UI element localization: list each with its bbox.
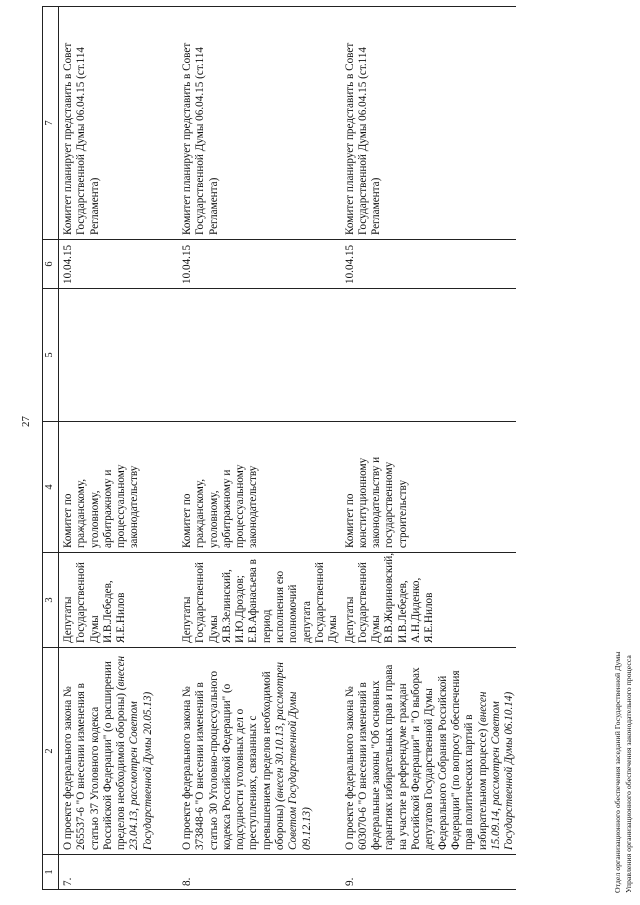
bills-table	[42, 6, 516, 890]
row-number: 8.	[178, 855, 341, 890]
action-cell: Комитет планирует представить в Совет Государственной Думы 06.04.15 (ст.114 Регламента)	[178, 7, 341, 240]
column-header: 5	[43, 289, 59, 422]
responsible-committee: Комитет по конституционному законодательству и государственному строительству	[341, 422, 517, 553]
column-header: 6	[43, 240, 59, 289]
column-header: 1	[43, 855, 59, 890]
header-row	[43, 7, 59, 890]
row-number: 9.	[341, 855, 517, 890]
bill-note: (внесен 23.04.13, рассмотрен Советом Государственной Думы 20.05.13)	[115, 655, 154, 850]
bill-description	[178, 648, 341, 855]
footer-line: Отдел организационного обеспечения заседаний Государственной Думы	[613, 651, 622, 893]
bill-note: (внесен 15.09.14, рассмотрен Советом Государственной Думы 06.10.14)	[476, 691, 516, 850]
column-5-cell	[59, 289, 179, 422]
row-number: 7.	[59, 855, 179, 890]
page-number: 27	[20, 416, 32, 427]
responsible-committee: Комитет по гражданскому, уголовному, арбитражному и процессуальному законодательству	[59, 422, 179, 553]
action-cell: Комитет планирует представить в Совет Государственной Думы 06.04.15 (ст.114 Регламента)	[59, 7, 179, 240]
date-cell: 10.04.15	[341, 240, 517, 289]
table-row	[341, 7, 517, 890]
footer-note	[612, 652, 634, 893]
bill-description	[341, 648, 517, 855]
footer-line: Управления организационного обеспечения законодательного процесса	[624, 655, 633, 893]
date-cell: 10.04.15	[178, 240, 341, 289]
column-header: 4	[43, 422, 59, 553]
bill-authors: Депутаты Государственной Думы Я.В.Зелинский, И.Ю.Дроздов; Е.В.Афанасьева в период исполнения ею полномочий депутата Государственной Думы	[178, 553, 341, 648]
bill-title: О проекте федерального закона № 603070-6 "О внесении изменений в федеральные законы "Об основных гарантиях избирательных прав и права на участие в референдуме граждан Российской Федерации" и "О выборах депутатов Государственной Думы Федерального Собрания Российской Федерации" (по вопросу обеспечения прав политических партий в избирательном процессе)	[343, 664, 489, 850]
bill-title: О проекте федерального закона № 373848-6 "О внесении изменений в статью 30 Уголовно-процессуального кодекса Российской Федерации" (о подсудности уголовных дел о преступлениях, связанных с превышением пределов необходимой обороны)	[181, 670, 287, 850]
bill-note: (внесен 30.10.13, рассмотрен Советом Государственной Думы 09.12.13)	[274, 662, 313, 850]
date-cell: 10.04.15	[59, 240, 179, 289]
bill-description	[59, 648, 179, 855]
bill-authors: Депутаты Государственной Думы В.В.Жириновский, И.В.Лебедев, А.Н.Диденко, Я.Е.Нилов	[341, 553, 517, 648]
table-row	[59, 7, 179, 890]
bill-title: О проекте федерального закона № 265537-6 "О внесении изменения в статью 37 Уголовного кодекса Российской Федерации" (о расширении пределов необходимой обороны)	[62, 661, 128, 850]
column-header: 2	[43, 648, 59, 855]
action-cell: Комитет планирует представить в Совет Государственной Думы 06.04.15 (ст.114 Регламента)	[341, 7, 517, 240]
bill-authors: Депутаты Государственной Думы И.В.Лебедев, Я.Е.Нилов	[59, 553, 179, 648]
column-5-cell	[178, 289, 341, 422]
table-row	[178, 7, 341, 890]
column-header: 7	[43, 7, 59, 240]
responsible-committee: Комитет по гражданскому, уголовному, арбитражному и процессуальному законодательству	[178, 422, 341, 553]
column-header: 3	[43, 553, 59, 648]
column-5-cell	[341, 289, 517, 422]
